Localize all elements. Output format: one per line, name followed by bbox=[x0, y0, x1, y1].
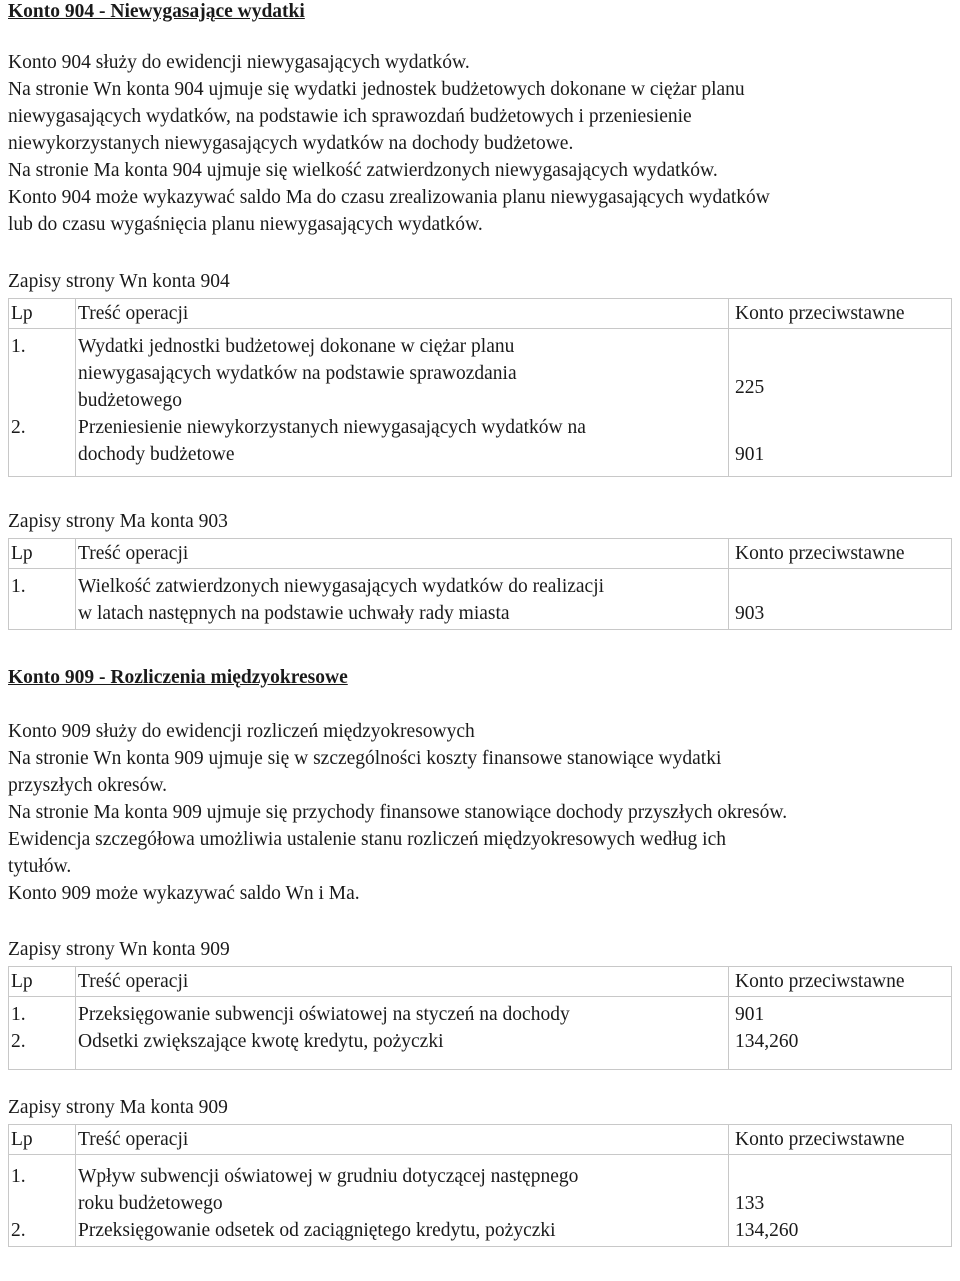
lp-line: 1. bbox=[11, 576, 26, 597]
account-number bbox=[735, 333, 951, 360]
operation-text: w latach następnych na podstawie uchwały rady miasta bbox=[78, 603, 510, 624]
operation-text: Przeniesienie niewykorzystanych niewygasających wydatków na bbox=[78, 417, 586, 438]
lp-line: 1. bbox=[11, 336, 26, 357]
header-konto: Konto przeciwstawne bbox=[729, 299, 952, 329]
paragraph-line: niewygasających wydatków, na podstawie ich sprawozdań budżetowych i przeniesienie bbox=[8, 106, 692, 127]
operation-text: Wielkość zatwierdzonych niewygasających wydatków do realizacji bbox=[78, 576, 605, 597]
header-tresc: Treść operacji bbox=[76, 1125, 729, 1155]
paragraph-line: Na stronie Wn konta 904 ujmuje się wydatki jednostek budżetowych dokonane w ciężar planu bbox=[8, 79, 745, 100]
entries-table bbox=[8, 1124, 952, 1247]
header-lp: Lp bbox=[9, 1125, 76, 1155]
paragraph-line: Na stronie Ma konta 909 ujmuje się przychody finansowe stanowiące dochody przyszłych okresów. bbox=[8, 802, 788, 823]
account-number: 903 bbox=[735, 603, 765, 624]
entries-table-wn-904 bbox=[8, 268, 952, 477]
header-konto: Konto przeciwstawne bbox=[729, 967, 952, 997]
lp-line bbox=[11, 360, 75, 387]
account-number: 901 bbox=[735, 1004, 765, 1025]
account-number: 133 bbox=[735, 1193, 765, 1214]
section-title: Konto 909 - Rozliczenia międzyokresowe bbox=[8, 667, 348, 688]
paragraph-line: Konto 909 służy do ewidencji rozliczeń międzyokresowych bbox=[8, 721, 475, 742]
operation-text: roku budżetowego bbox=[78, 1193, 223, 1214]
account-number: 134,260 bbox=[735, 1031, 799, 1052]
header-tresc: Treść operacji bbox=[76, 967, 729, 997]
lp-line bbox=[11, 441, 75, 468]
entries-table bbox=[8, 298, 952, 477]
account-number: 901 bbox=[735, 444, 765, 465]
table-row bbox=[9, 997, 952, 1070]
lp-line: 2. bbox=[11, 1220, 26, 1241]
header-tresc: Treść operacji bbox=[76, 539, 729, 569]
table-header-row bbox=[9, 1125, 952, 1155]
paragraph-line: Ewidencja szczegółowa umożliwia ustalenie stanu rozliczeń międzyokresowych według ich bbox=[8, 829, 726, 850]
table-header-row bbox=[9, 967, 952, 997]
operation-text: Przeksięgowanie odsetek od zaciągniętego kredytu, pożyczki bbox=[78, 1220, 556, 1241]
lp-line: 2. bbox=[11, 417, 26, 438]
entries-table-wn-909 bbox=[8, 936, 952, 1070]
entries-table-ma-909 bbox=[8, 1094, 952, 1247]
table-header-row bbox=[9, 299, 952, 329]
paragraph-line: Konto 904 służy do ewidencji niewygasających wydatków. bbox=[8, 52, 470, 73]
account-number bbox=[735, 573, 951, 600]
table-row bbox=[9, 569, 952, 630]
account-number bbox=[735, 1163, 951, 1190]
entries-table bbox=[8, 966, 952, 1070]
lp-line: 1. bbox=[11, 1166, 26, 1187]
section-909-description bbox=[8, 718, 952, 907]
section-konto-909 bbox=[8, 664, 952, 691]
header-lp: Lp bbox=[9, 539, 76, 569]
lp-line bbox=[11, 1190, 75, 1217]
table-caption: Zapisy strony Ma konta 909 bbox=[8, 1097, 228, 1118]
table-row bbox=[9, 329, 952, 477]
operation-text: Odsetki zwiększające kwotę kredytu, pożyczki bbox=[78, 1031, 444, 1052]
account-number: 134,260 bbox=[735, 1220, 799, 1241]
lp-line: 2. bbox=[11, 1031, 26, 1052]
paragraph-line: lub do czasu wygaśnięcia planu niewygasających wydatków. bbox=[8, 214, 483, 235]
table-caption: Zapisy strony Wn konta 904 bbox=[8, 271, 230, 292]
account-number: 225 bbox=[735, 377, 765, 398]
section-title: Konto 904 - Niewygasające wydatki bbox=[8, 1, 305, 22]
header-konto: Konto przeciwstawne bbox=[729, 539, 952, 569]
lp-line: 1. bbox=[11, 1004, 26, 1025]
paragraph-line: Konto 904 może wykazywać saldo Ma do czasu zrealizowania planu niewygasających wydatków bbox=[8, 187, 770, 208]
operation-text: niewygasających wydatków na podstawie sprawozdania bbox=[78, 363, 517, 384]
operation-text: Przeksięgowanie subwencji oświatowej na styczeń na dochody bbox=[78, 1004, 570, 1025]
paragraph-line: tytułów. bbox=[8, 856, 72, 877]
section-konto-904 bbox=[8, 0, 952, 25]
section-904-description bbox=[8, 49, 952, 238]
lp-line bbox=[11, 600, 75, 627]
paragraph-line: Konto 909 może wykazywać saldo Wn i Ma. bbox=[8, 883, 360, 904]
paragraph-line: niewykorzystanych niewygasających wydatków na dochody budżetowe. bbox=[8, 133, 574, 154]
table-caption: Zapisy strony Ma konta 903 bbox=[8, 511, 228, 532]
paragraph-line: Na stronie Wn konta 909 ujmuje się w szczególności koszty finansowe stanowiące wydatki bbox=[8, 748, 722, 769]
header-lp: Lp bbox=[9, 299, 76, 329]
paragraph-line: Na stronie Ma konta 904 ujmuje się wielkość zatwierdzonych niewygasających wydatków. bbox=[8, 160, 718, 181]
lp-line bbox=[11, 387, 75, 414]
table-caption: Zapisy strony Wn konta 909 bbox=[8, 939, 230, 960]
operation-text: budżetowego bbox=[78, 390, 182, 411]
paragraph-line: przyszłych okresów. bbox=[8, 775, 168, 796]
header-tresc: Treść operacji bbox=[76, 299, 729, 329]
header-konto: Konto przeciwstawne bbox=[729, 1125, 952, 1155]
header-lp: Lp bbox=[9, 967, 76, 997]
table-row bbox=[9, 1155, 952, 1247]
entries-table bbox=[8, 538, 952, 630]
operation-text: Wydatki jednostki budżetowej dokonane w ciężar planu bbox=[78, 336, 515, 357]
operation-text: Wpływ subwencji oświatowej w grudniu dotyczącej następnego bbox=[78, 1166, 579, 1187]
table-header-row bbox=[9, 539, 952, 569]
operation-text: dochody budżetowe bbox=[78, 444, 235, 465]
account-number bbox=[735, 414, 951, 441]
entries-table-ma-903 bbox=[8, 508, 952, 630]
